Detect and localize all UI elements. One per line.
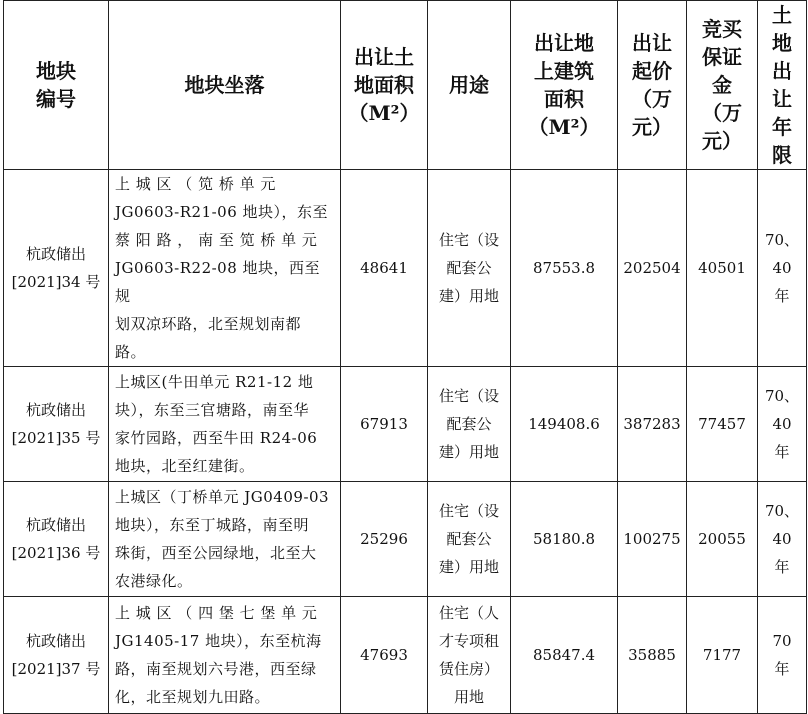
plot-no: 杭政储出 [2021]37 号 — [4, 597, 109, 714]
start-price: 35885 — [618, 597, 687, 714]
location: 上城区(牛田单元 R21-12 地 块），东至三官塘路，南至华 家竹园路，西至牛田 R24-06 地块，北至红建街。 — [109, 367, 341, 482]
header-row — [4, 1, 807, 170]
building-area: 87553.8 — [511, 170, 618, 367]
plot-no: 杭政储出 [2021]35 号 — [4, 367, 109, 482]
land-area: 25296 — [341, 482, 428, 597]
usage: 住宅（设 配套公 建）用地 — [428, 482, 511, 597]
plot-no: 杭政储出 [2021]34 号 — [4, 170, 109, 367]
header-plot-no: 地块 编号 — [4, 1, 109, 170]
table-row — [4, 597, 807, 714]
start-price: 202504 — [618, 170, 687, 367]
term: 70、 40 年 — [758, 170, 807, 367]
header-building-area: 出让地 上建筑 面积 （M²） — [511, 1, 618, 170]
table-row — [4, 170, 807, 367]
building-area: 149408.6 — [511, 367, 618, 482]
usage: 住宅（设 配套公 建）用地 — [428, 367, 511, 482]
header-location: 地块坐落 — [109, 1, 341, 170]
location: 上城区（丁桥单元 JG0409-03 地块），东至丁城路，南至明 珠街，西至公园绿地，北至大 农港绿化。 — [109, 482, 341, 597]
header-land-area: 出让土 地面积 （M²） — [341, 1, 428, 170]
land-auction-table — [3, 0, 807, 714]
table-row — [4, 482, 807, 597]
location: 上 城 区 （ 笕 桥 单 元 JG0603-R21-06 地块），东至 蔡 阳 路 ， 南 至 笕 桥 单 元 JG0603-R22-08 地块，西至规 划双凉环路，北至规划南都 路。 — [109, 170, 341, 367]
header-usage: 用途 — [428, 1, 511, 170]
start-price: 100275 — [618, 482, 687, 597]
plot-no: 杭政储出 [2021]36 号 — [4, 482, 109, 597]
land-area: 47693 — [341, 597, 428, 714]
term: 70 年 — [758, 597, 807, 714]
land-area: 67913 — [341, 367, 428, 482]
building-area: 58180.8 — [511, 482, 618, 597]
usage: 住宅（人 才专项租 赁住房） 用地 — [428, 597, 511, 714]
deposit: 77457 — [687, 367, 758, 482]
land-area: 48641 — [341, 170, 428, 367]
term: 70、 40 年 — [758, 367, 807, 482]
term: 70、 40 年 — [758, 482, 807, 597]
location: 上 城 区 （ 四 堡 七 堡 单 元 JG1405-17 地块），东至杭海 路，南至规划六号港，西至绿 化，北至规划九田路。 — [109, 597, 341, 714]
header-start-price: 出让 起价 （万 元） — [618, 1, 687, 170]
deposit: 20055 — [687, 482, 758, 597]
header-deposit: 竞买 保证 金 （万 元） — [687, 1, 758, 170]
building-area: 85847.4 — [511, 597, 618, 714]
usage: 住宅（设 配套公 建）用地 — [428, 170, 511, 367]
table-row — [4, 367, 807, 482]
deposit: 40501 — [687, 170, 758, 367]
deposit: 7177 — [687, 597, 758, 714]
start-price: 387283 — [618, 367, 687, 482]
header-term: 土 地 出 让 年 限 — [758, 1, 807, 170]
